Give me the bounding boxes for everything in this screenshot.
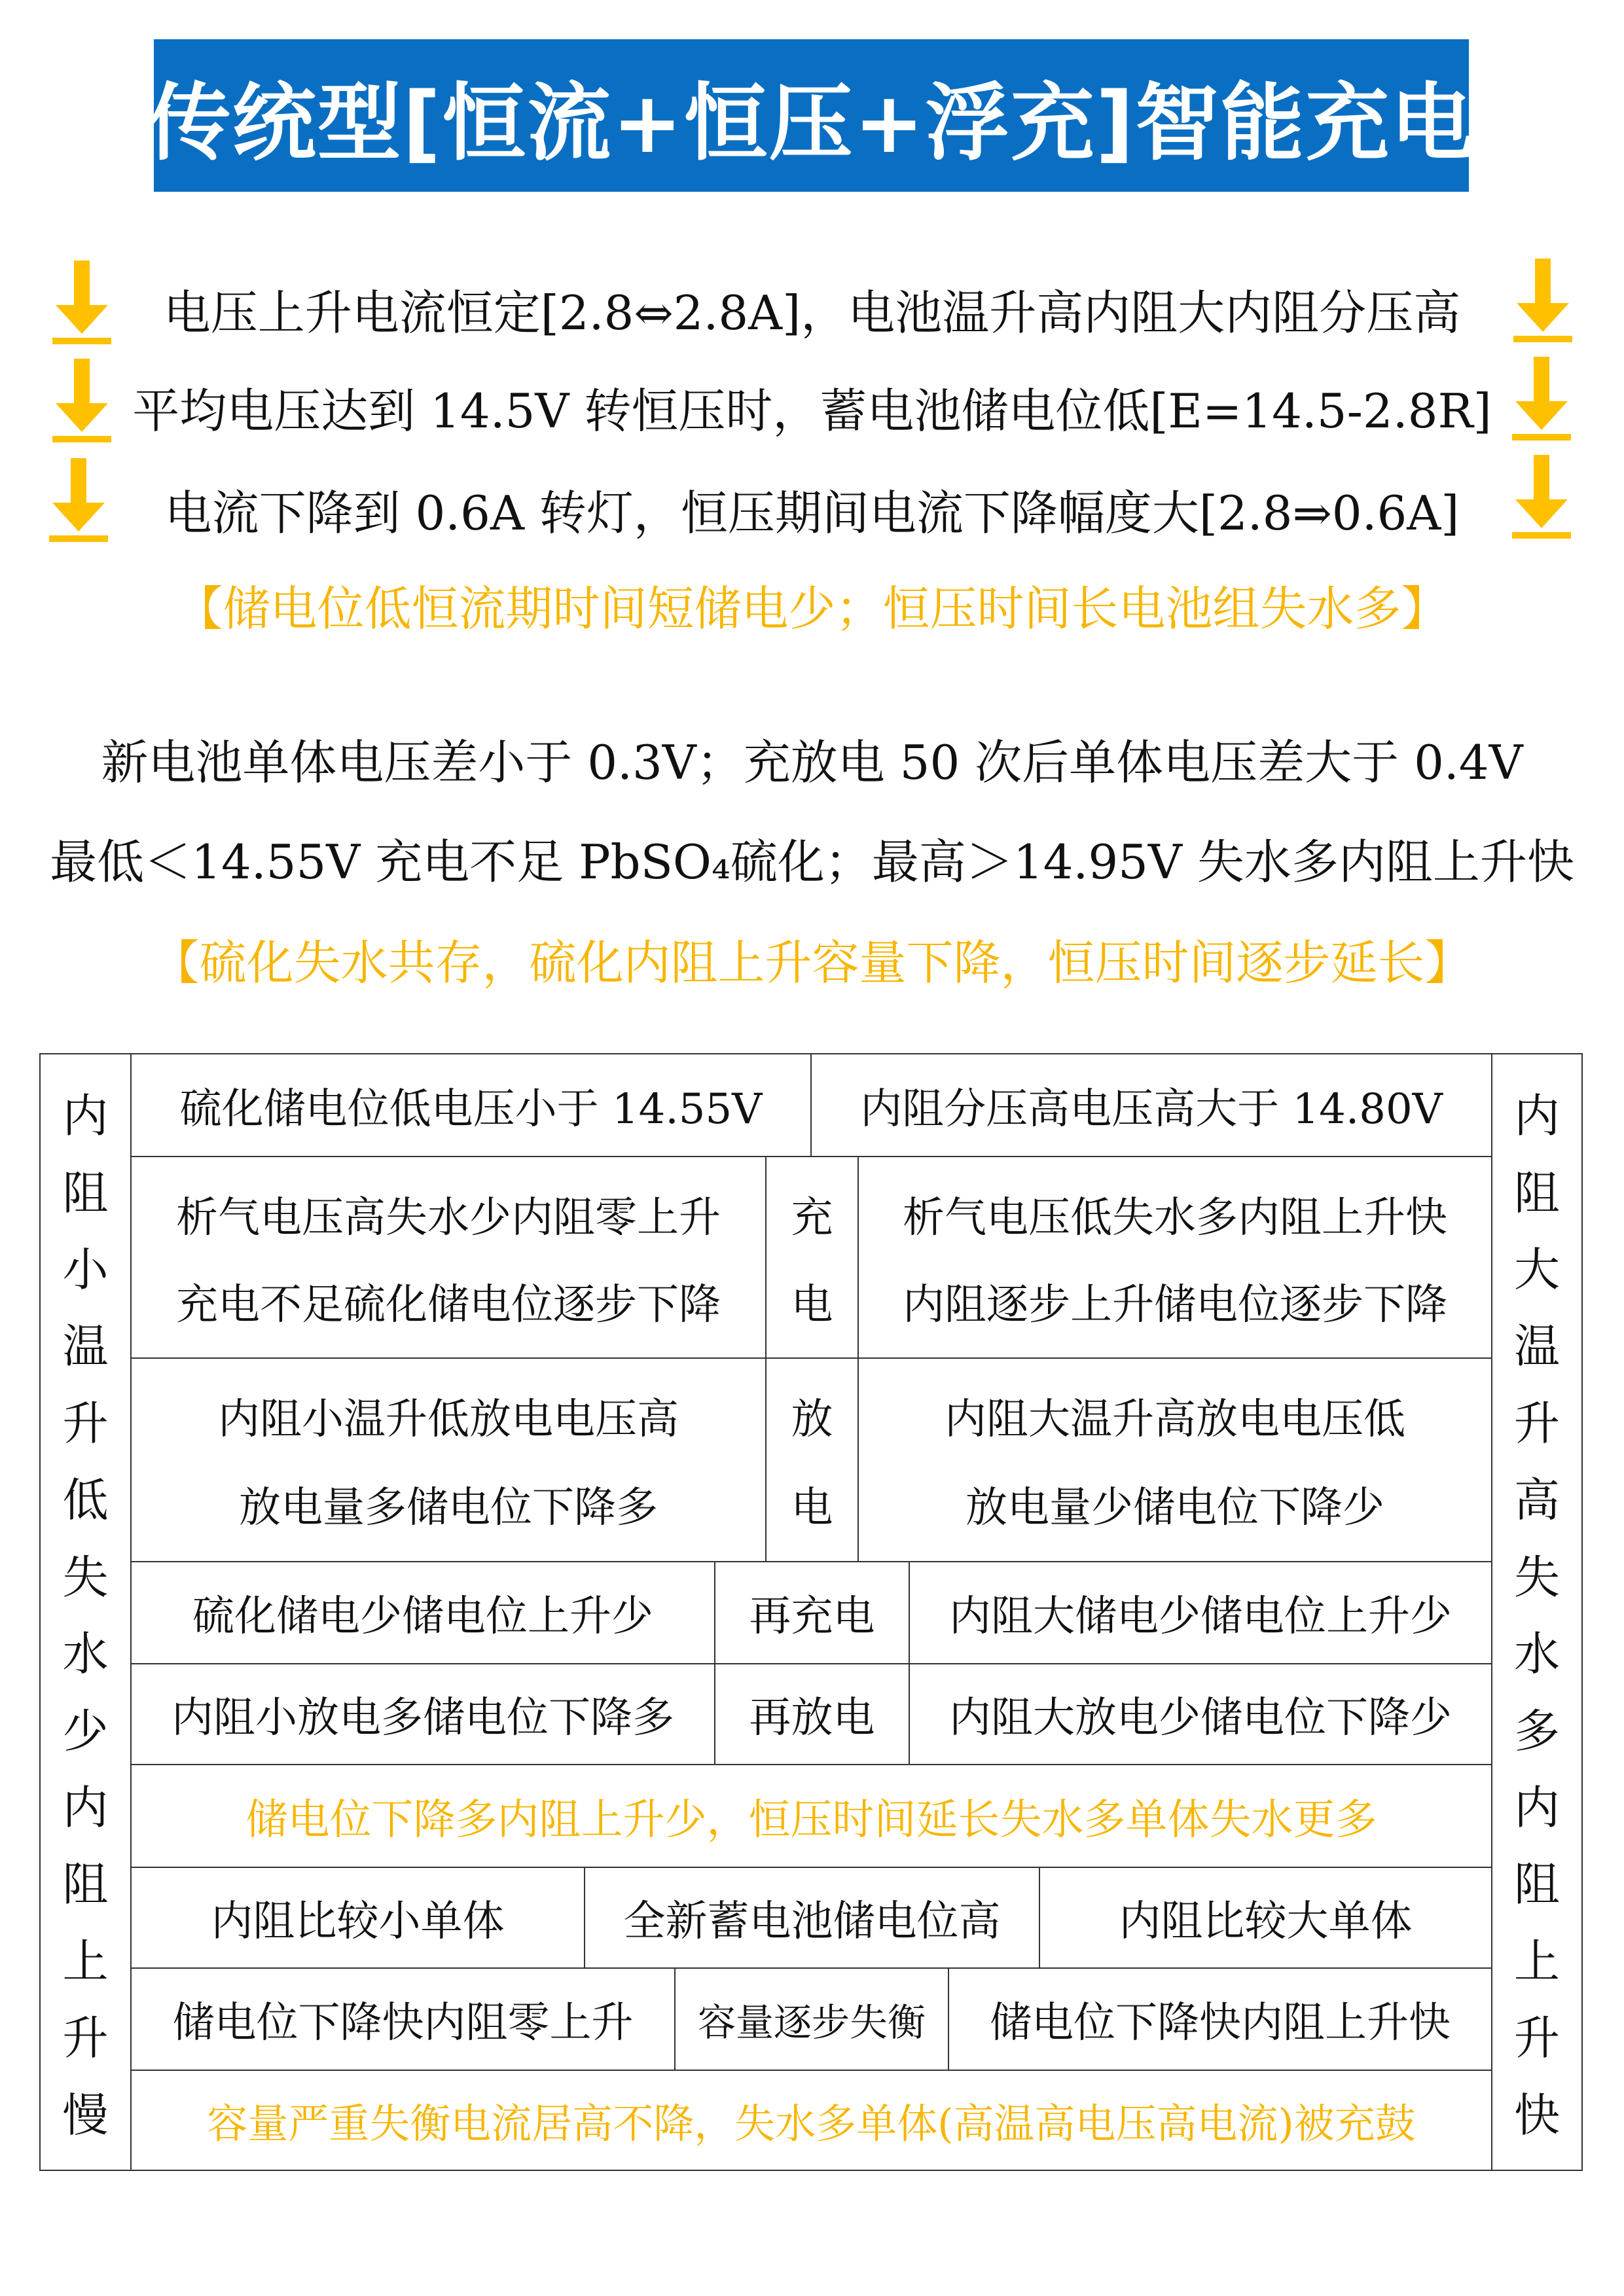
left-side-label [39, 1053, 132, 2171]
char: 阻 [1514, 1166, 1560, 1220]
cell-high-resistance-cell: 内阻比较大单体 [1039, 1867, 1492, 1969]
char: 阻 [62, 1857, 109, 1912]
char: 升 [62, 2011, 109, 2066]
char: 上 [1514, 1934, 1560, 1988]
cell-charge-label [765, 1156, 859, 1359]
note-1: 【储电位低恒流期时间短储电少；恒压时间长电池组失水多】 [175, 581, 1449, 636]
char: 内 [62, 1089, 109, 1143]
cell-discharge-left [130, 1357, 767, 1562]
cell-high-voltage: 内阻分压高电压高大于 14.80V [810, 1053, 1492, 1157]
summary-2: 容量严重失衡电流居高不降，失水多单体(高温高电压高电流)被充鼓 [130, 2070, 1492, 2171]
cell-recharge-label: 再充电 [714, 1561, 910, 1664]
cell-charge-left [130, 1156, 767, 1359]
char: 低 [62, 1473, 109, 1528]
cell-discharge-right [857, 1357, 1492, 1562]
char: 水 [1514, 1627, 1560, 1681]
char: 温 [1514, 1319, 1560, 1374]
cell-low-resistance-cell: 内阻比较小单体 [130, 1867, 585, 1969]
text: 充电不足硫化储电位逐步下降 [176, 1280, 721, 1329]
char: 升 [62, 1396, 109, 1450]
text: 析气电压低失水多内阻上升快 [903, 1193, 1447, 1242]
para-line-2: 最低＜14.55V 充电不足 PbSO₄硫化；最高＞14.95V 失水多内阻上升快 [50, 834, 1574, 889]
char: 大 [1514, 1243, 1560, 1297]
char: 升 [1514, 1396, 1560, 1450]
charge-line-3: 电流下降到 0.6A 转灯，恒压期间电流下降幅度大[2.8⇒0.6A] [164, 486, 1460, 541]
note-2: 【硫化失水共存，硫化内阻上升容量下降，恒压时间逐步延长】 [152, 935, 1472, 990]
char: 阻 [1514, 1857, 1560, 1912]
cell-recharge-right: 内阻大储电少储电位上升少 [909, 1561, 1492, 1664]
char: 高 [1514, 1473, 1560, 1528]
page-title: 传统型[恒流+恒压+浮充]智能充电 [147, 74, 1476, 172]
cell-discharge-label [765, 1357, 859, 1562]
cell-new-battery: 全新蓄电池储电位高 [584, 1867, 1040, 1969]
char: 温 [62, 1319, 109, 1374]
cell-imbalance: 容量逐步失衡 [674, 1967, 949, 2071]
char: 内 [1514, 1781, 1560, 1835]
text: 内阻大温升高放电电压低 [945, 1395, 1405, 1444]
text: 内阻逐步上升储电位逐步下降 [903, 1280, 1447, 1329]
cell-redischarge-left: 内阻小放电多储电位下降多 [130, 1663, 715, 1765]
cell-charge-right [857, 1156, 1492, 1359]
char: 少 [62, 1704, 109, 1758]
charge-line-2: 平均电压达到 14.5V 转恒压时，蓄电池储电位低[E=14.5-2.8R] [132, 384, 1492, 439]
cell-redischarge-right: 内阻大放电少储电位下降少 [909, 1663, 1492, 1765]
cell-recharge-left: 硫化储电少储电位上升少 [130, 1561, 715, 1664]
text: 电 [791, 1280, 833, 1329]
char: 小 [62, 1243, 109, 1297]
char: 上 [62, 1934, 109, 1988]
char: 慢 [62, 2088, 109, 2142]
summary-1: 储电位下降多内阻上升少，恒压时间延长失水多单体失水更多 [130, 1764, 1492, 1868]
char: 失 [1514, 1550, 1560, 1604]
char: 内 [1514, 1089, 1560, 1143]
text: 充 [791, 1193, 833, 1242]
char: 阻 [62, 1166, 109, 1220]
text: 内阻小温升低放电电压高 [218, 1395, 679, 1444]
title-banner [147, 39, 1476, 192]
charge-line-1: 电压上升电流恒定[2.8⇔2.8A]，电池温升高内阻大内阻分压高 [163, 285, 1461, 340]
char: 内 [62, 1781, 109, 1835]
char: 快 [1514, 2088, 1560, 2142]
text: 放电量少储电位下降少 [965, 1483, 1384, 1532]
right-side-label [1491, 1053, 1583, 2171]
cell-redischarge-label: 再放电 [714, 1663, 910, 1765]
para-line-1: 新电池单体电压差小于 0.3V；充放电 50 次后单体电压差大于 0.4V [101, 735, 1523, 790]
cell-fast-drop-right: 储电位下降快内阻上升快 [948, 1967, 1492, 2071]
text: 析气电压高失水少内阻零上升 [176, 1193, 721, 1242]
cell-fast-drop-left: 储电位下降快内阻零上升 [130, 1967, 676, 2071]
char: 水 [62, 1627, 109, 1681]
cell-low-voltage: 硫化储电位低电压小于 14.55V [130, 1053, 812, 1157]
char: 多 [1514, 1704, 1560, 1758]
char: 失 [62, 1550, 109, 1604]
char: 升 [1514, 2011, 1560, 2066]
text: 放 [791, 1395, 833, 1444]
text: 电 [791, 1483, 833, 1532]
text: 放电量多储电位下降多 [239, 1483, 658, 1532]
